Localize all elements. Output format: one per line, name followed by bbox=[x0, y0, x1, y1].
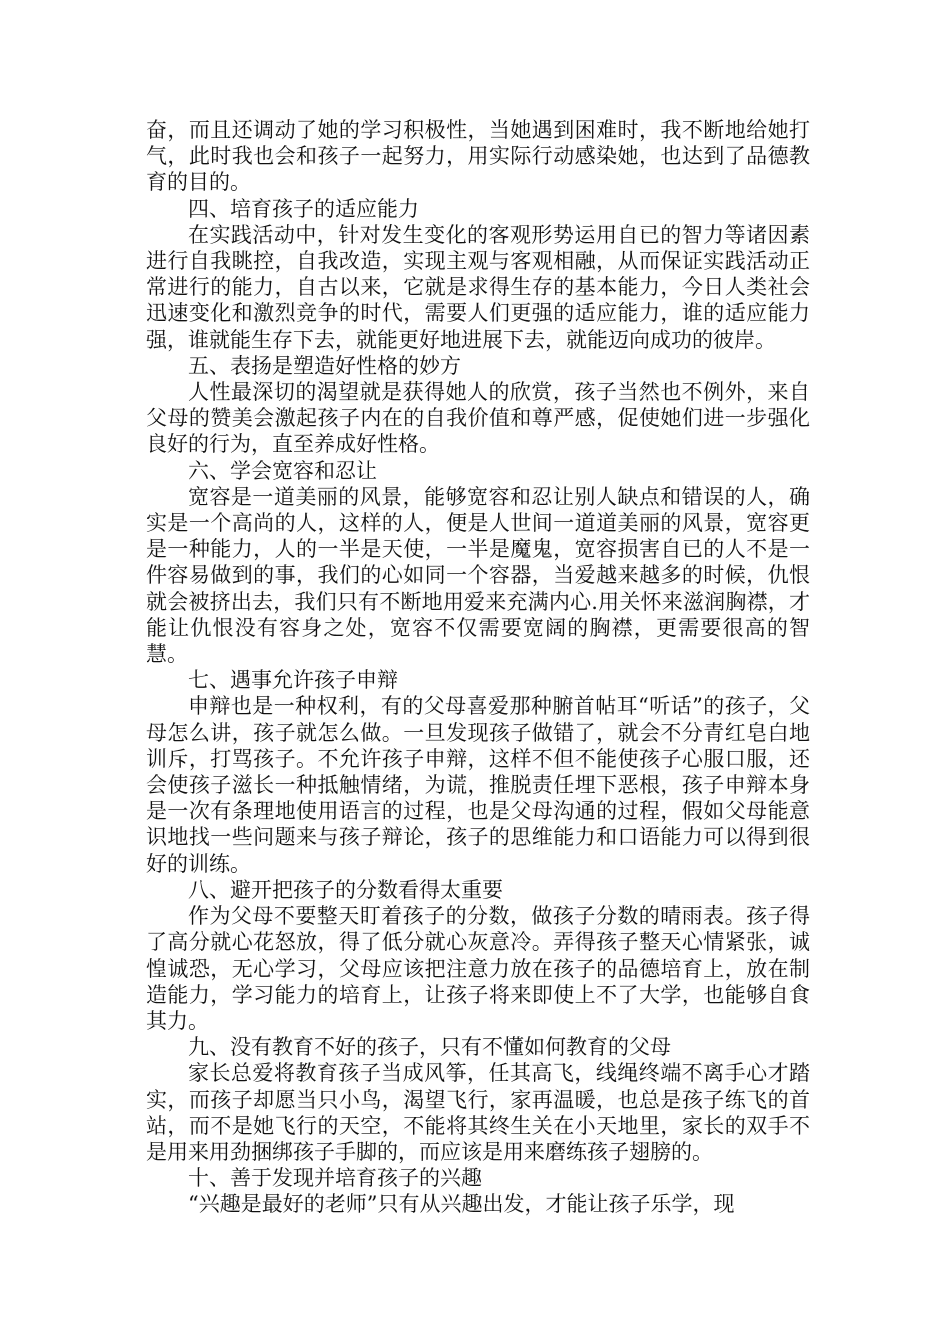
section-heading-9: 九、没有教育不好的孩子，只有不懂如何教育的父母 bbox=[188, 1035, 671, 1060]
paragraph-scores: 作为父母不要整天盯着孩子的分数，做孩子分数的晴雨表。孩子得了高分就心花怒放，得了低分就心灰意冷。弄得孩子整天心情紧张，诚惶诚恐，无心学习，父母应该把注意力放在孩子的品德培育上，放在制造能力，学习能力的培育上，让孩子将来即使上不了大学，也能够自食其力。 bbox=[146, 904, 810, 1033]
section-heading-10: 十、善于发现并培育孩子的兴趣 bbox=[188, 1166, 482, 1191]
paragraph-continuation: 奋，而且还调动了她的学习积极性，当她遇到困难时，我不断地给她打气，此时我也会和孩子一起努力，用实际行动感染她，也达到了品德教育的目的。 bbox=[146, 118, 810, 195]
paragraph-parents: 家长总爱将教育孩子当成风筝，任其高飞，线绳终端不离手心才踏实，而孩子却愿当只小鸟，渴望飞行，家再温暖，也总是孩子练飞的首站，而不是她飞行的天空，不能将其终生关在小天地里，家长的双手不是用来用劲捆绑孩子手脚的，而应该是用来磨练孩子翅膀的。 bbox=[146, 1061, 810, 1164]
section-heading-5: 五、表扬是塑造好性格的妙方 bbox=[188, 353, 461, 378]
paragraph-tolerance: 宽容是一道美丽的风景，能够宽容和忍让别人缺点和错误的人，确实是一个高尚的人，这样的人，便是人世间一道道美丽的风景，宽容更是一种能力，人的一半是天使，一半是魔鬼，宽容损害自已的人不是一件容易做到的事，我们的心如同一个容器，当爱越来越多的时候，仇恨就会被挤出去，我们只有不断地用爱来充满内心.用关怀来滋润胸襟，才能让仇恨没有容身之处，宽容不仅需要宽阔的胸襟，更需要很高的智慧。 bbox=[146, 484, 810, 667]
section-heading-6: 六、学会宽容和忍让 bbox=[188, 458, 377, 483]
paragraph-adaptability: 在实践活动中，针对发生变化的客观形势运用自已的智力等诸因素进行自我眺控，自我改造，实现主观与客观相融，从而保证实践活动正常进行的能力，自古以来，它就是求得生存的基本能力，今日人类社会迅速变化和激烈竞争的时代，需要人们更强的适应能力，谁的适应能力强，谁就能生存下去，就能更好地进展下去，就能迈向成功的彼岸。 bbox=[146, 222, 810, 352]
section-heading-8: 八、避开把孩子的分数看得太重要 bbox=[188, 877, 503, 902]
document-page bbox=[146, 117, 810, 1218]
paragraph-praise: 人性最深切的渴望就是获得她人的欣赏，孩子当然也不例外，来自父母的赞美会激起孩子内在的自我价值和尊严感，促使她们进一步强化良好的行为，直至养成好性格。 bbox=[146, 380, 810, 457]
section-heading-7: 七、遇事允许孩子申辩 bbox=[188, 668, 398, 693]
paragraph-defense: 申辩也是一种权利，有的父母喜爱那种腑首帖耳“听话”的孩子，父母怎么讲，孩子就怎么做。一旦发现孩子做错了，就会不分青红皂白地训斥，打骂孩子。不允许孩子申辩，这样不但不能使孩子心服口服，还会使孩子滋长一种抵触情绪，为谎，推脱责任埋下恶根，孩子申辩本身是一次有条理地使用语言的过程，也是父母沟通的过程，假如父母能意识地找一些问题来与孩子辩论，孩子的思维能力和口语能力可以得到很好的训练。 bbox=[146, 694, 810, 876]
section-heading-4: 四、培育孩子的适应能力 bbox=[188, 196, 419, 221]
paragraph-interest: “兴趣是最好的老师”只有从兴趣出发，才能让孩子乐学，现 bbox=[188, 1192, 735, 1217]
